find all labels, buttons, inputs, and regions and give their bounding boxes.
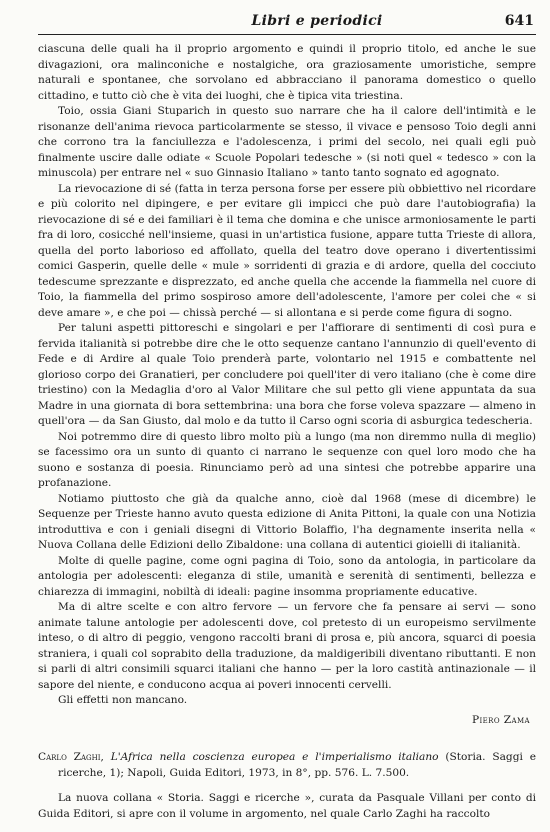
author-signature: Piero Zama	[471, 713, 530, 726]
paragraph: Per taluni aspetti pittoreschi e singolari e per l'affiorare di sentimenti di così pura e fervida italianità si potrebbe dire che le otto sequenze cantano l'annunzio di quell'evento di Fede e di Ardire al quale Toio prenderà parte, volontario nel 1915 e combattente nel glorioso corpo dei Granatieri, per concludere poi quell'iter di vero italiano (che è come dire triestino) con la Medaglia d'oro al Valor Militare che sul petto gli viene appuntata da sua Madre in una giornata di bora settembrina: una bora che forse voleva spazzare — almeno in quell'ora — da San Giusto, dal molo e da tutto il Carso ogni scoria di asburgica tedescheria.	[38, 322, 536, 427]
paragraph: ciascuna delle quali ha il proprio argomento e quindi il proprio titolo, ed anche le sue divagazioni, ora malinconiche e nostalgiche, ora graziosamente umoristiche, sempre naturali e spontanee, che sorvolano ed abbracciano il panorama domestico o quello cittadino, e tutto ciò che è vita dei luoghi, che è tipica vita triestina.	[38, 43, 536, 102]
paragraph: Gli effetti non mancano.	[58, 694, 188, 706]
paragraph: Ma di altre scelte e con altro fervore — un fervore che fa pensare ai servi — sono animate talune antologie per adolescenti dove, col pretesto di un europeismo servilmente inteso, o di altro di peggio, vengono raccolti brani di prosa e, più ancora, squarci di poesia straniera, i quali col soprabito della traduzione, da maldigeribili diventano ributtanti. E non si parli di altri consimili squarci italiani che hanno — per la loro castità antinazionale — il sapore del niente, e conducono acqua ai poveri innocenti cervelli.	[38, 601, 536, 691]
article-body	[38, 42, 536, 822]
running-header	[38, 10, 536, 35]
paragraph: La nuova collana « Storia. Saggi e ricerche », curata da Pasquale Villani per conto di Guida Editori, si apre con il volume in argomento, nel quale Carlo Zaghi ha raccolto	[38, 792, 536, 820]
book-title: L'Africa nella coscienza europea e l'imperialismo italiano	[110, 751, 439, 763]
paragraph: Toio, ossia Giani Stuparich in questo suo narrare che ha il calore dell'intimità e le risonanze dell'anima rievoca particolarmente se stesso, il vivace e pensoso Toio degli anni che corrono tra la fanciullezza e l'adolescenza, i primi del secolo, nei quali egli può finalmente uscire dalle odiate « Scuole Popolari tedesche » (si noti quel « tedesco » con la minuscola) per entrare nel « suo Ginnasio Italiano » tanto tanto sognato ed agognato.	[38, 105, 536, 179]
paragraph: Molte di quelle pagine, come ogni pagina di Toio, sono da antologia, in particolare da antologia per adolescenti: eleganza di stile, umanità e serenità di sentimenti, bellezza e chiarezza di immagini, nobiltà di ideali: pagine insomma propriamente educative.	[38, 554, 536, 598]
section-gap	[38, 728, 536, 750]
paragraph: Notiamo piuttosto che già da qualche anno, cioè dal 1968 (mese di dicembre) le Sequenze per Trieste hanno avuto questa edizione di Anita Pittoni, la quale con una Notizia introduttiva e con i geniali disegni di Vittorio Bolaffio, l'ha degnamente inserita nella « Nuova Collana delle Edizioni dello Zibaldone: una collana di autentici gioielli di italianità.	[38, 492, 536, 551]
running-title: Libri e periodici	[251, 13, 383, 29]
book-details: (Storia. Saggi e ricerche, 1); Napoli, Guida Editori, 1973, in 8°, pp. 576. L. 7.500.	[58, 751, 536, 779]
spacer	[38, 781, 536, 791]
bibliographic-entry	[38, 750, 536, 781]
paragraph: Noi potremmo dire di questo libro molto più a lungo (ma non diremmo nulla di meglio) se facessimo ora un sunto di quanto ci narrano le sequenze con quel loro modo che ha suono e sostanza di poesia. Rinunciamo però ad una sintesi che potrebbe apparire una profanazione.	[38, 430, 536, 489]
page-number: 641	[504, 13, 534, 29]
book-author: Carlo Zaghi,	[38, 751, 104, 763]
paragraph: La rievocazione di sé (fatta in terza persona forse per essere più obbiettivo nel ricordare e più colorito nel dipingere, e per evitare gli impicci che può dare l'autobiografia) la rievocazione di sé e dei familiari è il tema che domina e che unisce armoniosamente le parti fra di loro, cosicché nell'insieme, quasi in un'artistica fusione, appare tutta Trieste di allora, quella del porto laborioso ed affollato, quella del teatro dove operano i divertentissimi comici Gasperin, quelle delle « mule » sorridenti di grazia e di ardore, quella del cocciuto tedescume sprezzante e disprezzato, ed anche quella che accende la fiammella nel cuore di Toio, la fiammella del primo sospiroso amore dell'adolescente, l'amore per colei che « si deve amare », e che poi — chissà perché — si allontana e si perde come figura di sogno.	[38, 182, 536, 319]
